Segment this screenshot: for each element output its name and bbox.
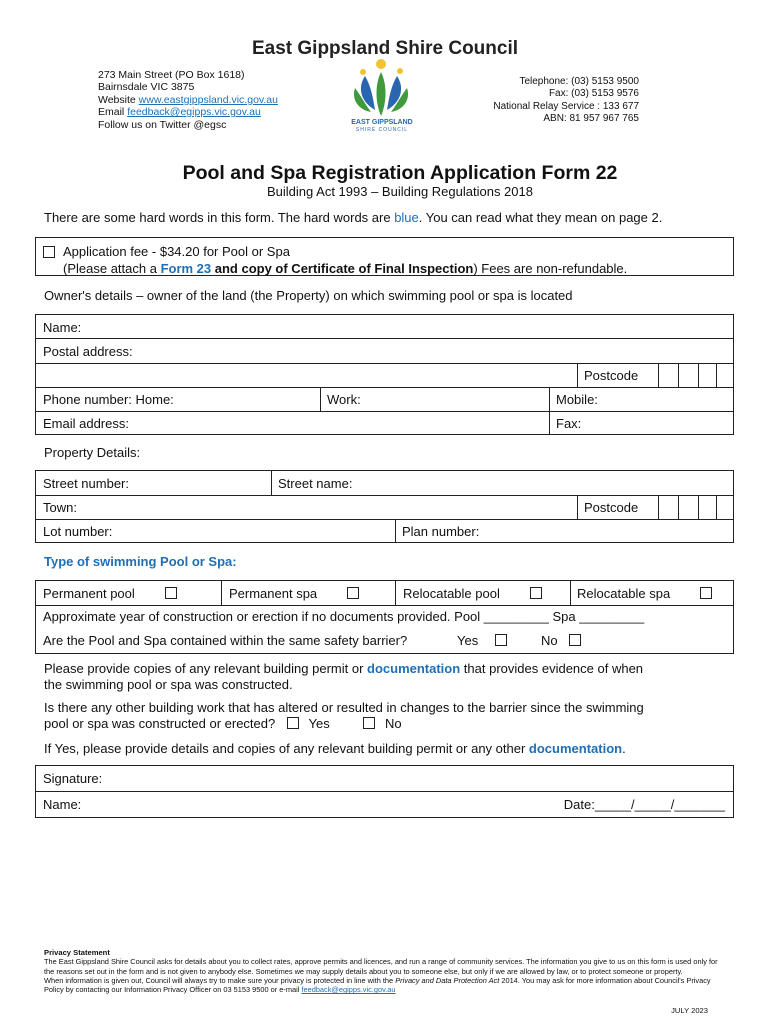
other-work-paragraph (44, 700, 644, 732)
form-subtitle: Building Act 1993 – Building Regulations 2018 (267, 184, 533, 199)
logo-text-top: EAST GIPPSLAND (351, 119, 413, 126)
hard-words-pre: There are some hard words in this form. The hard words are (44, 210, 395, 225)
plan-number-label: Plan number: (402, 524, 480, 539)
abn: ABN: 81 957 967 765 (543, 113, 639, 125)
email-link[interactable]: feedback@egipps.vic.gov.au (127, 106, 261, 119)
form23-link: Form 23 (160, 261, 212, 276)
other-work-yes-label: Yes (308, 716, 330, 731)
address-line1: 273 Main Street (PO Box 1618) (98, 69, 245, 81)
org-name: East Gippsland Shire Council (251, 38, 519, 59)
street-name-label: Street name: (278, 476, 353, 491)
email-label: Email (98, 106, 128, 119)
other-work-line2 (44, 716, 644, 732)
owner-heading: Owner's details – owner of the land (the Property) on which swimming pool or spa is located (44, 288, 573, 303)
hard-words-note (44, 210, 662, 225)
documentation-term: documentation (367, 661, 461, 676)
signature-name-label: Name: (43, 797, 82, 812)
barrier-yes-label: Yes (457, 633, 479, 648)
telephone: Telephone: (03) 5153 9500 (519, 76, 639, 87)
website-line (98, 94, 278, 106)
if-yes-pre: If Yes, please provide details and copies of any relevant building permit or any other (44, 741, 529, 756)
type-heading: Type of swimming Pool or Spa: (44, 554, 237, 569)
privacy-heading: Privacy Statement (44, 948, 110, 957)
fee-line1: Application fee - $34.20 for Pool or Spa (63, 244, 290, 259)
council-logo (345, 58, 420, 133)
mobile-label: Mobile: (556, 392, 598, 407)
hard-words-post: . You can read what they mean on page 2. (418, 210, 663, 225)
owner-postcode-label: Postcode (584, 368, 639, 383)
logo-text-bottom: SHIRE COUNCIL (355, 127, 409, 133)
barrier-no-label: No (541, 633, 558, 648)
website-link[interactable]: www.eastgippsland.vic.gov.au (138, 93, 278, 106)
fax-label: Fax: (556, 416, 582, 431)
other-work-no-label: No (384, 716, 402, 731)
contact-block (493, 76, 639, 126)
version-date: JULY 2023 (671, 1006, 708, 1015)
property-heading: Property Details: (44, 445, 141, 460)
fee-box (35, 237, 734, 276)
hard-words-blue: blue (394, 210, 419, 225)
work-phone-label: Work: (327, 392, 361, 407)
if-yes-post: . (622, 741, 626, 756)
date-field: Date:_____/_____/_______ (563, 797, 725, 812)
email-label: Email address: (43, 416, 129, 431)
relocatable-spa-checkbox[interactable] (700, 587, 712, 599)
copies-post: that provides evidence of when (460, 661, 644, 676)
permanent-pool-label: Permanent pool (43, 586, 135, 601)
permanent-pool-checkbox[interactable] (165, 587, 177, 599)
if-yes-paragraph (44, 741, 626, 756)
fee-line2-pre: (Please attach a (63, 261, 161, 276)
copies-paragraph (44, 661, 643, 693)
property-box (35, 470, 734, 543)
type-box (35, 580, 734, 654)
relay: National Relay Service : 133 677 (493, 100, 639, 112)
email-line (98, 106, 278, 118)
other-work-line1: Is there any other building work that has altered or resulted in changes to the barrier since the swimming (44, 700, 644, 715)
privacy-act: Privacy and Data Protection Act (395, 975, 500, 985)
privacy-body2 (44, 976, 724, 995)
privacy-email-link[interactable]: feedback@egipps.vic.gov.au (301, 985, 396, 995)
fee-line2 (63, 261, 627, 276)
other-work-no-checkbox[interactable] (363, 717, 375, 729)
permanent-spa-checkbox[interactable] (347, 587, 359, 599)
relocatable-pool-label: Relocatable pool (403, 586, 500, 601)
lot-number-label: Lot number: (43, 524, 113, 539)
address-block (98, 69, 278, 131)
documentation-term-2: documentation (528, 741, 623, 756)
barrier-yes-checkbox[interactable] (495, 634, 507, 646)
copies-line1 (44, 661, 643, 677)
postal-address-label: Postal address: (43, 344, 133, 359)
website-label: Website (98, 93, 139, 106)
signature-box (35, 765, 734, 818)
other-work-yes-checkbox[interactable] (287, 717, 299, 729)
same-barrier-question: Are the Pool and Spa contained within the same safety barrier? (43, 633, 408, 648)
twitter-line: Follow us on Twitter @egsc (98, 118, 227, 131)
relocatable-pool-checkbox[interactable] (530, 587, 542, 599)
town-label: Town: (43, 500, 77, 515)
copies-line2: the swimming pool or spa was constructed. (44, 677, 293, 692)
owner-name-label: Name: (43, 320, 82, 335)
fee-checkbox[interactable] (43, 246, 55, 258)
fee-line2-post: ) Fees are non-refundable. (473, 261, 628, 276)
privacy-statement (44, 948, 724, 994)
form-title: Pool and Spa Registration Application Form 22 (182, 162, 618, 184)
owner-box (35, 314, 734, 435)
fax: Fax: (03) 5153 9576 (548, 88, 639, 100)
signature-label: Signature: (43, 771, 103, 786)
address-line2: Bairnsdale VIC 3875 (98, 81, 195, 94)
approx-year-text: Approximate year of construction or erection if no documents provided. Pool _________ Spa _________ (43, 609, 645, 624)
fee-line2-bold: and copy of Certificate of Final Inspection (211, 261, 474, 276)
phone-home-label: Phone number: Home: (43, 392, 174, 407)
permanent-spa-label: Permanent spa (229, 586, 318, 601)
barrier-no-checkbox[interactable] (569, 634, 581, 646)
privacy-body2-mid: 2014. You may ask for more information about Council's Privacy Policy by contacting our Information Privacy Officer on 03 5153 9500 or e-mail (44, 975, 711, 995)
copies-pre: Please provide copies of any relevant building permit or (44, 661, 368, 676)
relocatable-spa-label: Relocatable spa (577, 586, 671, 601)
privacy-body1: The East Gippsland Shire Council asks for details about you to collect rates, approve permits and licences, and run a range of community services. The information you give to us on this form is used only for the reasons set out in the form and is not given to anybody else. Sometimes we may supply details about you to someone else, but only if we are allowed by law, or to protect someone or property. (44, 957, 718, 976)
property-postcode-label: Postcode (584, 500, 639, 515)
other-work-question: pool or spa was constructed or erected? (44, 716, 276, 731)
street-number-label: Street number: (43, 476, 129, 491)
privacy-body2-pre: When information is given out, Council will always try to make sure your privacy is protected in line with the (44, 975, 396, 985)
